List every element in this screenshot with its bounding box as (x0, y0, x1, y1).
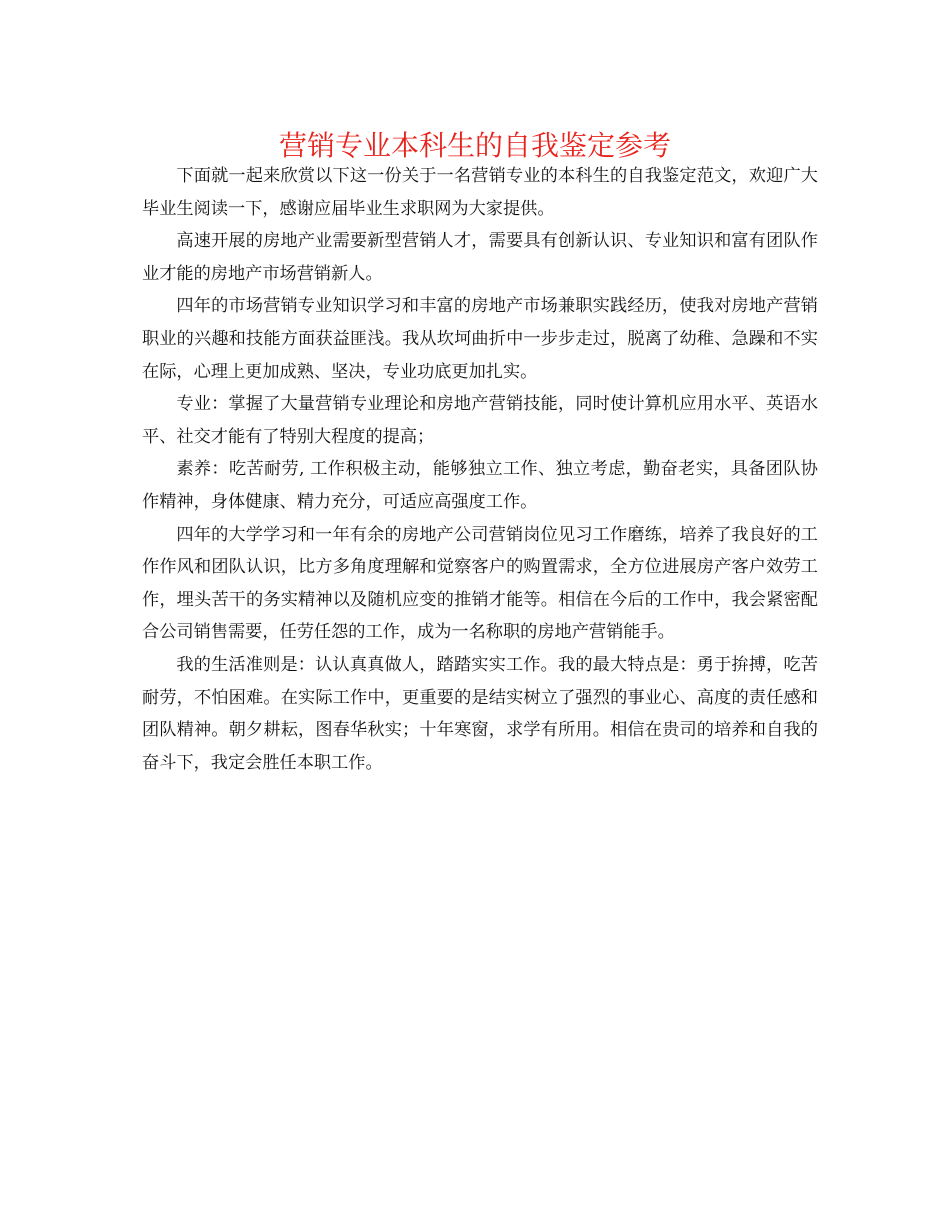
paragraph-3: 四年的市场营销专业知识学习和丰富的房地产市场兼职实践经历，使我对房地产营销职业的兴趣和技能方面获益匪浅。我从坎坷曲折中一步步走过，脱离了幼稚、急躁和不实在际，心理上更加成熟、坚决，专业功底更加扎实。 (142, 296, 818, 382)
document-title: 营销专业本科生的自我鉴定参考 (278, 129, 671, 162)
paragraph-7: 我的生活准则是：认认真真做人，踏踏实实工作。我的最大特点是：勇于拚搏，吃苦耐劳，不怕困难。在实际工作中，更重要的是结实树立了强烈的事业心、高度的责任感和团队精神。朝夕耕耘，图春华秋实；十年寒窗，求学有所用。相信在贵司的培养和自我的奋斗下，我定会胜任本职工作。 (142, 654, 818, 773)
paragraph-2: 高速开展的房地产业需要新型营销人才，需要具有创新认识、专业知识和富有团队作业才能的房地产市场营销新人。 (142, 231, 818, 284)
paragraph-6: 四年的大学学习和一年有余的房地产公司营销岗位见习工作磨练，培养了我良好的工作作风和团队认识，比方多角度理解和觉察客户的购置需求，全方位进展房产客户效劳工作，埋头苦干的务实精神以及随机应变的推销才能等。相信在今后的工作中，我会紧密配合公司销售需要，任劳任怨的工作，成为一名称职的房地产营销能手。 (142, 524, 818, 643)
document-body (142, 160, 818, 779)
paragraph-5: 素养：吃苦耐劳, 工作积极主动，能够独立工作、独立考虑，勤奋老实，具备团队协作精神，身体健康、精力充分，可适应高强度工作。 (142, 459, 818, 512)
paragraph-4: 专业：掌握了大量营销专业理论和房地产营销技能，同时使计算机应用水平、英语水平、社交才能有了特别大程度的提高； (142, 394, 818, 447)
paragraph-1: 下面就一起来欣赏以下这一份关于一名营销专业的本科生的自我鉴定范文，欢迎广大毕业生阅读一下，感谢应届毕业生求职网为大家提供。 (142, 166, 818, 219)
